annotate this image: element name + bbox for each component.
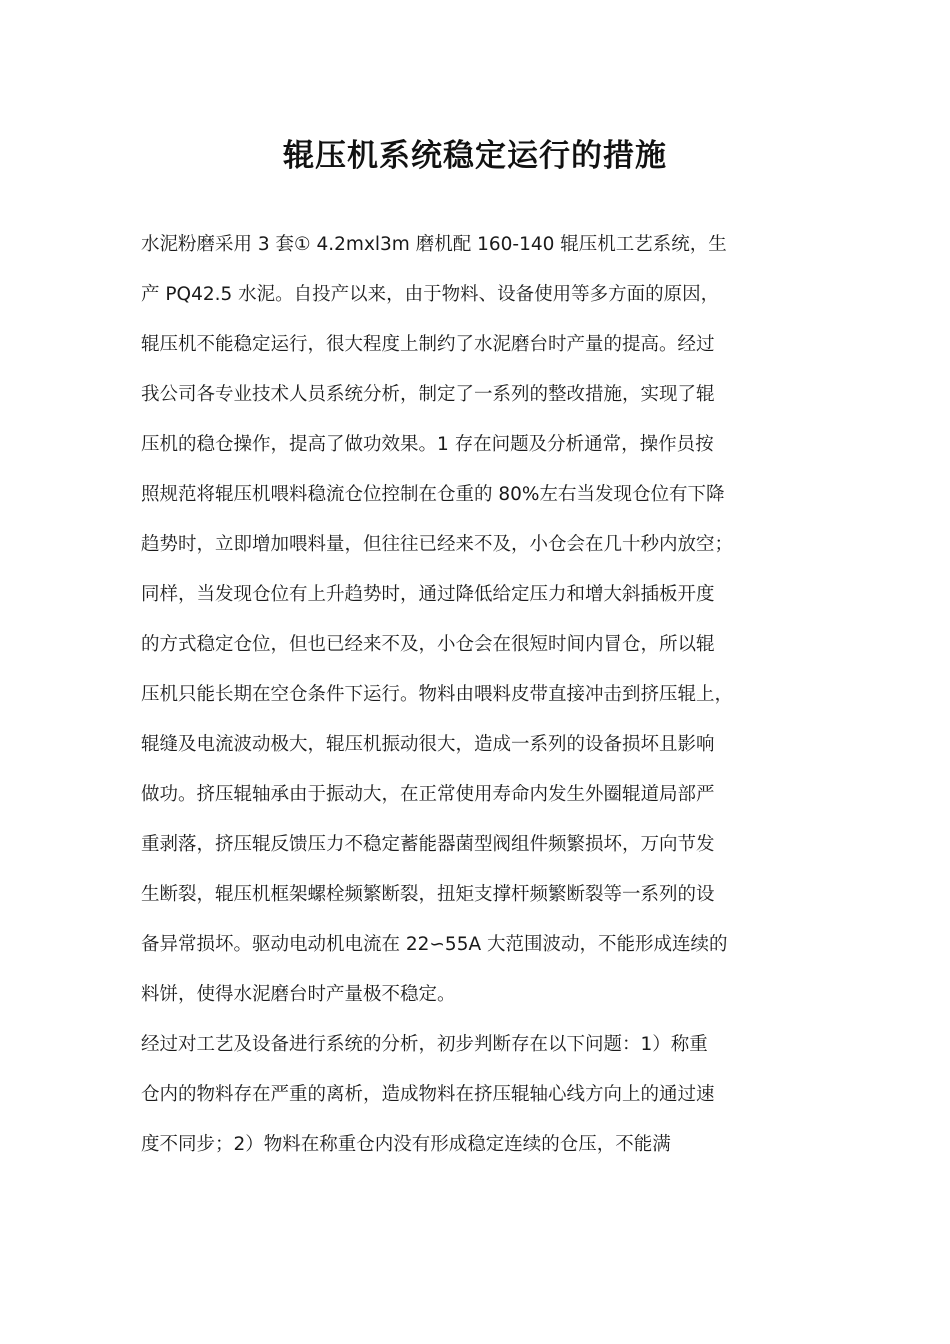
paragraph-1 xyxy=(141,220,815,1020)
text-line: 仓内的物料存在严重的离析，造成物料在挤压辊轴心线方向上的通过速 xyxy=(141,1084,715,1105)
paragraph-2 xyxy=(141,1020,815,1170)
text-line: 料饼，使得水泥磨台时产量极不稳定。 xyxy=(141,984,456,1005)
text-line: 做功。挤压辊轴承由于振动大，在正常使用寿命内发生外圈辊道局部严 xyxy=(141,784,715,805)
text-line: 趋势时，立即增加喂料量，但往往已经来不及，小仓会在几十秒内放空； xyxy=(141,534,734,555)
document-title: 辊压机系统稳定运行的措施 xyxy=(283,138,667,174)
text-line: 水泥粉磨采用 3 套① 4.2mxl3m 磨机配 160-140 辊压机工艺系统，生 xyxy=(141,234,727,255)
text-line: 辊压机不能稳定运行，很大程度上制约了水泥磨台时产量的提高。经过 xyxy=(141,334,715,355)
text-line: 度不同步；2）物料在称重仓内没有形成稳定连续的仓压，不能满 xyxy=(141,1134,671,1155)
text-line: 同样，当发现仓位有上升趋势时，通过降低给定压力和增大斜插板开度 xyxy=(141,584,715,605)
text-line: 重剥落，挤压辊反馈压力不稳定蓄能器菌型阀组件频繁损坏，万向节发 xyxy=(141,834,715,855)
text-line: 备异常损坏。驱动电动机电流在 22∽55A 大范围波动，不能形成连续的 xyxy=(141,934,728,955)
document-body xyxy=(141,220,815,1170)
text-line: 压机的稳仓操作，提高了做功效果。1 存在问题及分析通常，操作员按 xyxy=(141,434,714,455)
text-line: 经过对工艺及设备进行系统的分析，初步判断存在以下问题：1）称重 xyxy=(141,1034,708,1055)
text-line: 产 PQ42.5 水泥。自投产以来，由于物料、设备使用等多方面的原因， xyxy=(141,284,720,305)
text-line: 压机只能长期在空仓条件下运行。物料由喂料皮带直接冲击到挤压辊上， xyxy=(141,684,734,705)
text-line: 生断裂，辊压机框架螺栓频繁断裂，扭矩支撑杆频繁断裂等一系列的设 xyxy=(141,884,715,905)
text-line: 的方式稳定仓位，但也已经来不及，小仓会在很短时间内冒仓，所以辊 xyxy=(141,634,715,655)
text-line: 辊缝及电流波动极大，辊压机振动很大，造成一系列的设备损坏且影响 xyxy=(141,734,715,755)
text-line: 我公司各专业技术人员系统分析，制定了一系列的整改措施，实现了辊 xyxy=(141,384,715,405)
text-line: 照规范将辊压机喂料稳流仓位控制在仓重的 80%左右当发现仓位有下降 xyxy=(141,484,725,505)
